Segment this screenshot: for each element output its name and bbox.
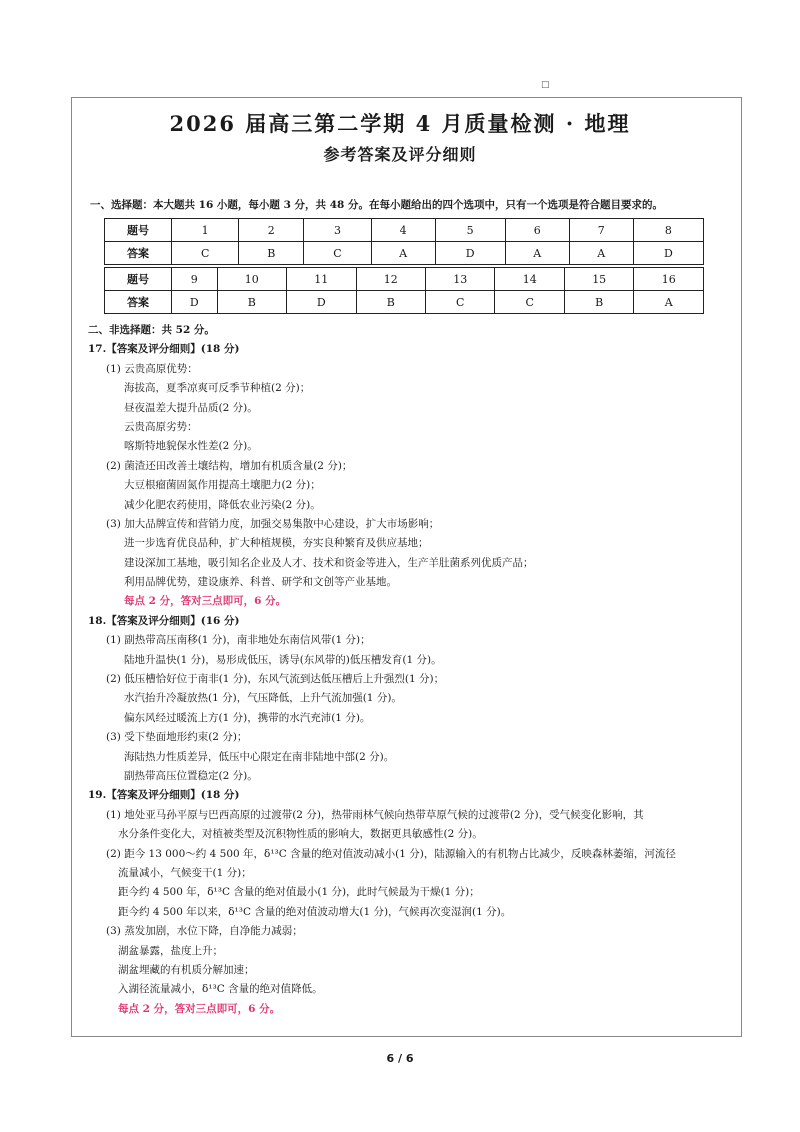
question-number: 1: [172, 219, 239, 242]
question-number: 3: [304, 219, 371, 242]
row-label: 题号: [105, 268, 172, 291]
answer-line: (2) 低压槽恰好位于南非(1 分)，东风气流到达低压槽后上升强烈(1 分)；: [106, 673, 445, 686]
answer-cell: A: [505, 242, 569, 265]
question-number: 5: [435, 219, 505, 242]
answer-cell: C: [425, 291, 494, 314]
row-label: 答案: [105, 242, 172, 265]
answer-line: (1) 云贵高原优势：: [106, 362, 198, 375]
section-heading: 18.【答案及评分细则】(16 分): [88, 614, 240, 627]
answer-line: (2) 菌渣还田改善土壤结构，增加有机质含量(2 分)；: [106, 459, 353, 472]
answer-line: 减少化肥农药使用，降低农业污染(2 分)。: [124, 498, 321, 511]
question-number: 7: [569, 219, 633, 242]
answer-line: 昼夜温差大提升品质(2 分)。: [124, 401, 258, 414]
question-number: 4: [371, 219, 435, 242]
question-number: 11: [287, 268, 356, 291]
answer-table-2: [104, 267, 704, 314]
answer-cell: A: [634, 291, 704, 314]
answer-cell: B: [239, 242, 304, 265]
answer-line: 副热带高压位置稳定(2 分)。: [124, 769, 258, 782]
answer-line: 大豆根瘤菌固氮作用提高土壤肥力(2 分)；: [124, 479, 321, 492]
answer-line: 距今约 4 500 年以来，δ¹³C 含量的绝对值波动增大(1 分)，气候再次变湿润(1 分)。: [118, 905, 512, 918]
question-number: 12: [356, 268, 425, 291]
page-subtitle: 参考答案及评分细则: [323, 145, 477, 164]
answer-line: 陆地升温快(1 分)，易形成低压，诱导(东风带的)低压槽发育(1 分)。: [124, 653, 442, 666]
answer-cell: C: [495, 291, 564, 314]
page-title: 2026 届高三第二学期 4 月质量检测 · 地理: [169, 111, 631, 136]
answer-cell: D: [435, 242, 505, 265]
answer-cell: C: [304, 242, 371, 265]
answer-line: 建设深加工基地，吸引知名企业及人才、技术和资金等进入，生产羊肚菌系列优质产品；: [124, 556, 534, 569]
answer-row: [105, 242, 704, 265]
question-number: 9: [172, 268, 218, 291]
question-number: 8: [633, 219, 703, 242]
question-number: 16: [634, 268, 704, 291]
answer-cell: A: [371, 242, 435, 265]
row-label: 答案: [105, 291, 172, 314]
answer-line: 利用品牌优势，建设康养、科普、研学和文创等产业基地。: [124, 576, 397, 589]
answer-cell: C: [172, 242, 239, 265]
answer-line: 偏东风经过暖流上方(1 分)，携带的水汽充沛(1 分)。: [124, 711, 371, 724]
answer-line: (1) 地处亚马孙平原与巴西高原的过渡带(2 分)，热带雨林气候向热带草原气候的过渡带(2 分)，受气候变化影响，其: [106, 808, 644, 821]
answer-cell: B: [564, 291, 633, 314]
question-number: 14: [495, 268, 564, 291]
answer-line: 距今约 4 500 年，δ¹³C 含量的绝对值最小(1 分)，此时气候最为干燥(1 分)；: [118, 886, 480, 899]
page-marker: □: [541, 80, 550, 90]
question-number: 2: [239, 219, 304, 242]
section-one-heading: 一、选择题：本大题共 16 小题，每小题 3 分，共 48 分。在每小题给出的四个选项中，只有一个选项是符合题目要求的。: [90, 199, 663, 211]
answer-line: 湖盆暴露，盐度上升；: [118, 944, 223, 957]
answer-cell: D: [287, 291, 356, 314]
section-heading: 17.【答案及评分细则】(18 分): [88, 343, 240, 356]
answer-line: (3) 受下垫面地形约束(2 分)；: [106, 731, 248, 744]
answer-explanations: [88, 321, 728, 1019]
answer-line: (2) 距今 13 000～约 4 500 年，δ¹³C 含量的绝对值波动减小(1 分)，陆源输入的有机物占比减少，反映森林萎缩，河流径: [106, 847, 676, 860]
answer-table-1: [104, 218, 704, 265]
section-heading: 19.【答案及评分细则】(18 分): [88, 789, 240, 802]
row-label: 题号: [105, 219, 172, 242]
question-number: 10: [217, 268, 286, 291]
scoring-note: 每点 2 分，答对三点即可，6 分。: [118, 1002, 281, 1015]
answer-line: 喀斯特地貌保水性差(2 分)。: [124, 440, 258, 453]
section-heading: 二、非选择题：共 52 分。: [88, 324, 215, 336]
scoring-note: 每点 2 分，答对三点即可，6 分。: [124, 595, 287, 608]
answer-cell: B: [356, 291, 425, 314]
answer-cell: D: [633, 242, 703, 265]
page-number: 6 / 6: [386, 1052, 414, 1065]
answer-line: (3) 加大品牌宣传和营销力度，加强交易集散中心建设，扩大市场影响；: [106, 517, 440, 530]
answer-line: (3) 蒸发加剧，水位下降，自净能力减弱；: [106, 925, 303, 938]
answer-cell: A: [569, 242, 633, 265]
answer-row: [105, 291, 704, 314]
question-number: 15: [564, 268, 633, 291]
answer-line: 进一步选育优良品种，扩大种植规模，夯实良种繁育及供应基地；: [124, 537, 429, 550]
answer-line: 海拔高，夏季凉爽可反季节种植(2 分)；: [124, 382, 311, 395]
answer-line: 水分条件变化大，对植被类型及沉积物性质的影响大，数据更具敏感性(2 分)。: [118, 828, 483, 841]
answer-line: 海陆热力性质差异，低压中心限定在南非陆地中部(2 分)。: [124, 750, 395, 763]
answer-cell: B: [217, 291, 286, 314]
question-number: 6: [505, 219, 569, 242]
question-number-row: [105, 219, 704, 242]
answer-line: 湖盆埋藏的有机质分解加速；: [118, 963, 255, 976]
question-number: 13: [425, 268, 494, 291]
answer-cell: D: [172, 291, 218, 314]
answer-line: 水汽抬升冷凝放热(1 分)，气压降低，上升气流加强(1 分)。: [124, 692, 402, 705]
question-number-row: [105, 268, 704, 291]
answer-line: 流量减小，气候变干(1 分)；: [118, 866, 252, 879]
answer-line: (1) 副热带高压南移(1 分)，南非地处东南信风带(1 分)；: [106, 634, 371, 647]
answer-line: 入湖径流量减小，δ¹³C 含量的绝对值降低。: [118, 983, 323, 996]
answer-line: 云贵高原劣势：: [124, 420, 198, 433]
